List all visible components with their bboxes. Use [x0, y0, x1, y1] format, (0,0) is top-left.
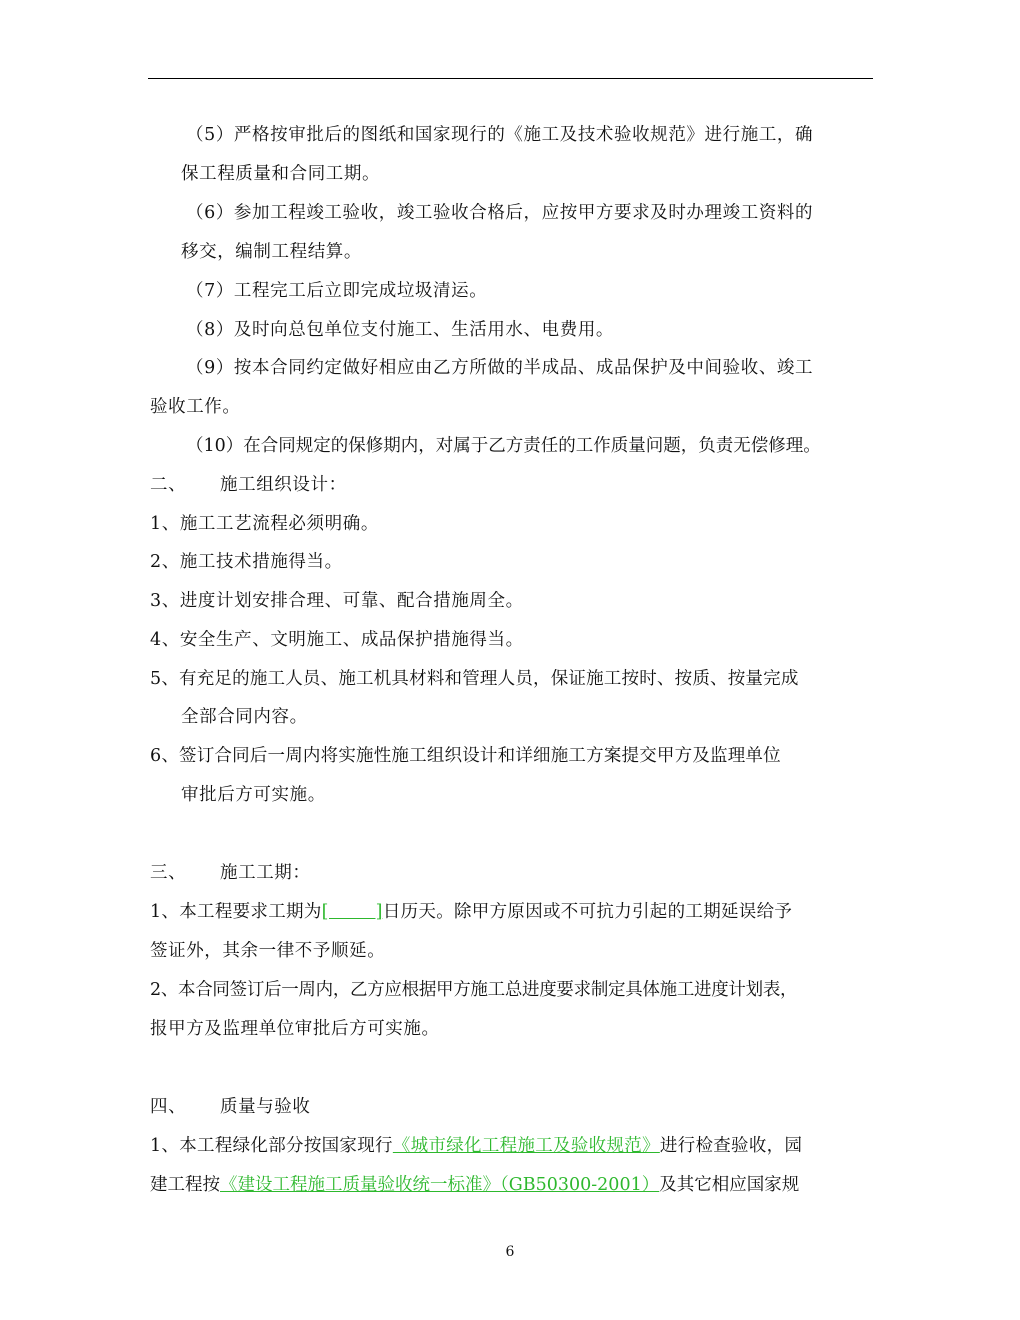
list-item: 6、签订合同后一周内将实施性施工组织设计和详细施工方案提交甲方及监理单位 [150, 746, 781, 766]
paragraph-line: 验收工作。 [150, 397, 241, 417]
section-heading [150, 474, 347, 496]
text-run: 1、本工程绿化部分按国家现行 [150, 1136, 393, 1156]
text-run: 进行检查验收，园 [659, 1136, 803, 1156]
duration-blank-link[interactable]: [ ] [321, 902, 383, 922]
section-title: 施工工期： [220, 863, 311, 883]
text-run: 日历天。除甲方原因或不可抗力引起的工期延误给予 [382, 902, 793, 922]
list-item-continuation: 报甲方及监理单位审批后方可实施。 [150, 1019, 440, 1039]
list-item: 5、有充足的施工人员、施工机具材料和管理人员，保证施工按时、按质、按量完成 [150, 669, 799, 689]
paragraph-line: 保工程质量和合同工期。 [181, 164, 381, 184]
list-item: 2、本合同签订后一周内，乙方应根据甲方施工总进度要求制定具体施工进度计划表， [150, 980, 798, 1000]
text-run: 1、本工程要求工期为 [150, 902, 322, 922]
paragraph-line: （8）及时向总包单位支付施工、生活用水、电费用。 [186, 320, 615, 340]
header-rule [148, 78, 873, 79]
paragraph-line: （6）参加工程竣工验收，竣工验收合格后，应按甲方要求及时办理竣工资料的 [186, 203, 814, 223]
text-run: 建工程按 [150, 1175, 220, 1195]
section-number: 四、 [150, 1097, 187, 1117]
paragraph-line: （5）严格按审批后的图纸和国家现行的《施工及技术验收规范》进行施工，确 [186, 125, 814, 145]
section-heading [150, 862, 311, 884]
section-number: 二、 [150, 475, 187, 495]
paragraph-line: （9）按本合同约定做好相应由乙方所做的半成品、成品保护及中间验收、竣工 [186, 358, 814, 378]
list-item: 2、施工技术措施得当。 [150, 552, 343, 572]
section-number: 三、 [150, 863, 187, 883]
section-title: 质量与验收 [220, 1097, 311, 1117]
section-title: 施工组织设计： [220, 475, 347, 495]
list-item [150, 901, 792, 923]
list-item-continuation [150, 1174, 799, 1196]
list-item-continuation: 签证外，其余一律不予顺延。 [150, 941, 386, 961]
list-item: 4、安全生产、文明施工、成品保护措施得当。 [150, 630, 524, 650]
list-item-continuation: 审批后方可实施。 [181, 785, 326, 805]
section-heading [150, 1096, 311, 1118]
list-item [150, 1135, 802, 1157]
paragraph-line: （7）工程完工后立即完成垃圾清运。 [186, 281, 488, 301]
standard-link-greening[interactable]: 《城市绿化工程施工及验收规范》 [392, 1136, 660, 1156]
paragraph-line: （10）在合同规定的保修期内，对属于乙方责任的工作质量问题，负责无偿修理。 [186, 436, 821, 456]
paragraph-line: 移交，编制工程结算。 [181, 242, 362, 262]
text-run: 及其它相应国家规 [659, 1175, 800, 1195]
list-item-continuation: 全部合同内容。 [181, 707, 308, 727]
list-item: 1、施工工艺流程必须明确。 [150, 514, 379, 534]
list-item: 3、进度计划安排合理、可靠、配合措施周全。 [150, 591, 524, 611]
standard-link-gb50300[interactable]: 《建设工程施工质量验收统一标准》（GB50300-2001） [220, 1175, 660, 1195]
page-number: 6 [505, 1244, 515, 1260]
